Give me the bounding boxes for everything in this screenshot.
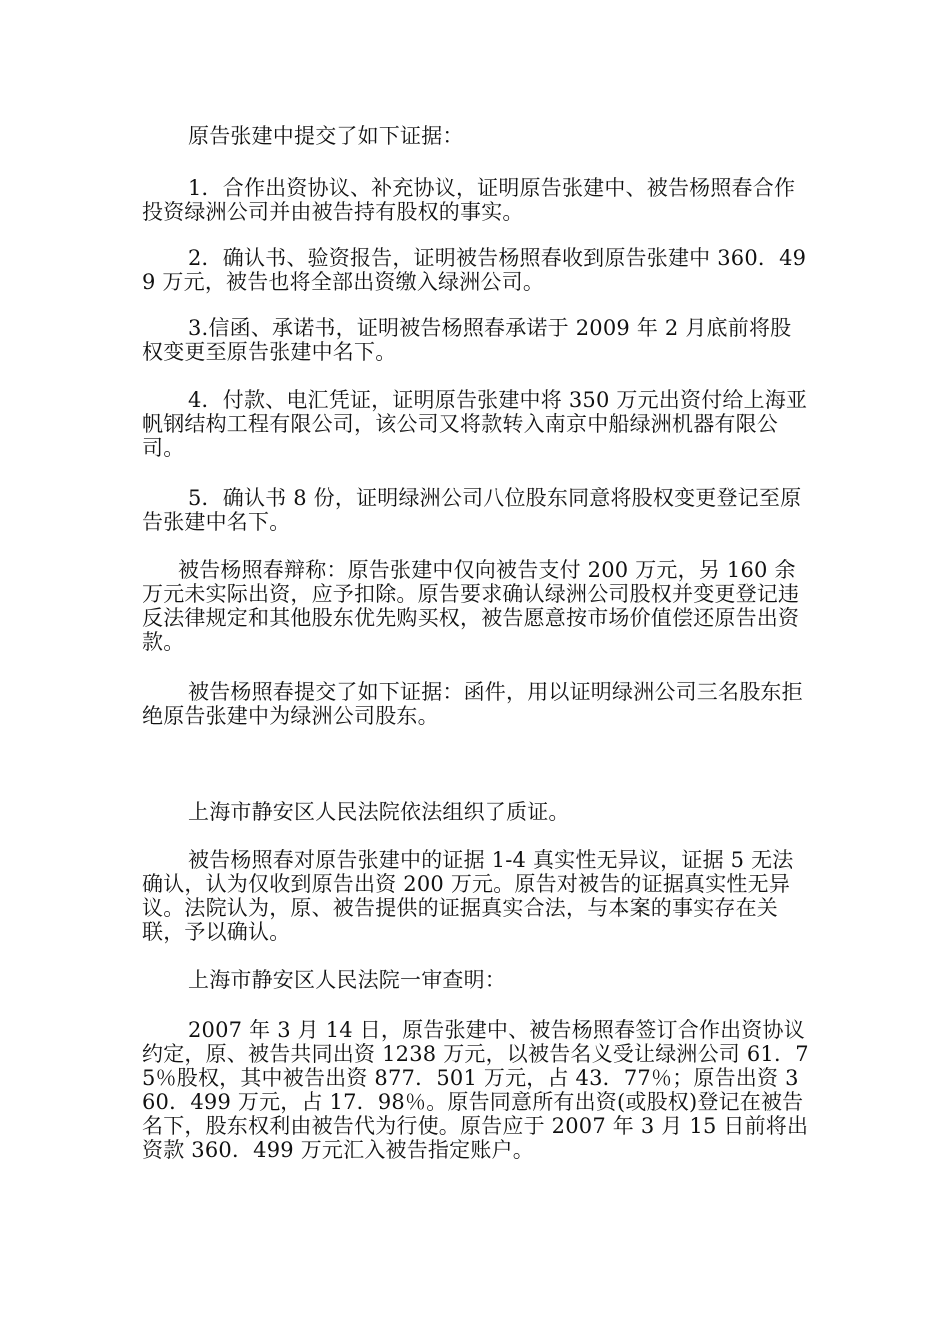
paragraph-evidence-4: 4．付款、电汇凭证，证明原告张建中将 350 万元出资付给上海亚帆钢结构工程有限公司，该公司又将款转入南京中船绿洲机器有限公司。 <box>142 388 808 460</box>
paragraph-court-findings-evidence: 被告杨照春对原告张建中的证据 1-4 真实性无异议，证据 5 无法确认，认为仅收到原告出资 200 万元。原告对被告的证据真实性无异议。法院认为，原、被告提供的证据真实合法，与本案的事实存在关联，予以确认。 <box>142 848 794 944</box>
paragraph-defendant-evidence: 被告杨照春提交了如下证据：函件，用以证明绿洲公司三名股东拒绝原告张建中为绿洲公司股东。 <box>142 680 803 728</box>
paragraph-evidence-3: 3.信函、承诺书，证明被告杨照春承诺于 2009 年 2 月底前将股权变更至原告张建中名下。 <box>142 316 792 364</box>
paragraph-court-cross-examination: 上海市静安区人民法院依法组织了质证。 <box>188 800 570 824</box>
paragraph-evidence-2: 2．确认书、验资报告，证明被告杨照春收到原告张建中 360．499 万元，被告也将全部出资缴入绿洲公司。 <box>142 246 807 294</box>
paragraph-defendant-argument: 被告杨照春辩称：原告张建中仅向被告支付 200 万元，另 160 余万元未实际出资，应予扣除。原告要求确认绿洲公司股权并变更登记违反法律规定和其他股东优先购买权，被告愿意按市场价值偿还原告出资款。 <box>142 558 800 654</box>
paragraph-evidence-1: 1．合作出资协议、补充协议，证明原告张建中、被告杨照春合作投资绿洲公司并由被告持有股权的事实。 <box>142 176 796 224</box>
paragraph-plaintiff-evidence-intro: 原告张建中提交了如下证据： <box>188 124 464 148</box>
paragraph-first-instance-heading: 上海市静安区人民法院一审查明： <box>188 968 506 992</box>
paragraph-evidence-5: 5．确认书 8 份，证明绿洲公司八位股东同意将股权变更登记至原告张建中名下。 <box>142 486 802 534</box>
paragraph-facts-agreement: 2007 年 3 月 14 日，原告张建中、被告杨照春签订合作出资协议约定，原、被告共同出资 1238 万元，以被告名义受让绿洲公司 61．75％股权，其中被告出资 877．501 万元，占 43．77％；原告出资 360．499 万元，占 17．98％。原告同意所有出资(或股权)登记在被告名下，股东权利由被告代为行使。原告应于 2007 年 3 月 15 日前将出资款 360．499 万元汇入被告指定账户。 <box>142 1018 809 1162</box>
